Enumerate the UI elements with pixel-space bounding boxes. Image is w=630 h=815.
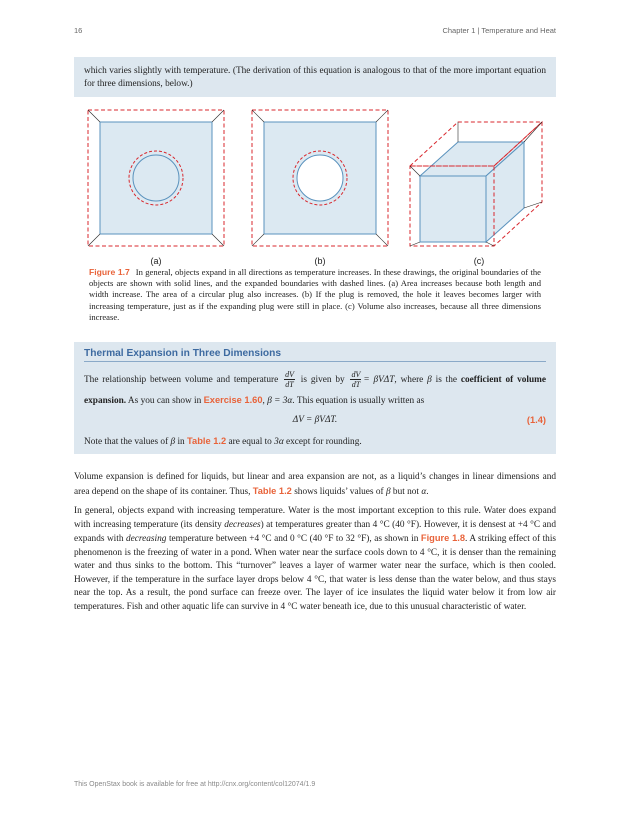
figure-1-7 <box>74 104 556 272</box>
box-text: is the <box>435 375 458 385</box>
dv-dt-fraction-2: $\frac{dV}{dT}$ <box>351 370 361 390</box>
chapter-title: Chapter 1 | Temperature and Heat <box>442 26 556 35</box>
box-text: As you can show in <box>127 396 202 406</box>
figure-caption-text: In general, objects expand in all directions as temperature increases. In these drawings, the original boundaries of the objects are shown with solid lines, and the expanded boundaries with dashed lines. (a) Area increases because both length and width increase. The area of a circular plug also increases. (b) If the plug is removed, the hole it leaves becomes larger with increasing temperature, just as if the expanding plug were still in place. (c) Volume also increases, because all three dimensions increase. <box>89 267 541 322</box>
panel-a-solid-plug <box>133 155 179 201</box>
figure-caption <box>89 267 541 323</box>
label-a: (a) <box>150 256 162 266</box>
table-link[interactable]: Table 1.2 <box>187 436 227 446</box>
panel-c <box>410 122 542 246</box>
box-text: is given by <box>300 375 345 385</box>
figure-caption-label: Figure 1.7 <box>89 267 130 277</box>
paragraph-water-exception: In general, objects expand with increasing temperature. Water is the most important exception to this rule. Water does expand with increasing temperature (its density decreases) at temperatures greater than 4 °C (40 °F). However, it is densest at +4 °C and expands with decreasing temperature between +4 °C and 0 °C (40 °F to 32 °F), as shown in Figure 1.8. A striking effect of this phenomenon is the freezing of water in a pond. When water near the surface cools down to 4 °C, it is denser than the remaining water and thus sinks to the bottom. This “turnover” leaves a layer of warmer water near the surface, which is then cooled. However, if the temperature in the surface layer drops below 4 °C, that water is less dense than the water below, and thus stays near the top. As a result, the pond surface can freeze over. The layer of ice insulates the liquid water below it from low air temperatures. Fish and other aquatic life can survive in 4 °C water beneath ice, due to this unusual characteristic of water. <box>74 506 557 612</box>
box-text: . This equation is usually written as <box>292 396 425 406</box>
beta-equation: β = 3α <box>267 396 293 406</box>
table-link-2[interactable]: Table 1.2 <box>252 485 292 496</box>
box-note: Note that the values of β in Table 1.2 are equal to 3α except for rounding. <box>84 436 362 447</box>
defined-term: coefficient of volume expansion. <box>84 375 546 406</box>
paragraph-volume-expansion: Volume expansion is defined for liquids, but linear and area expansion are not, as a liquid’s changes in linear dimensions and area depend on the shape of its container. Thus, Table 1.2 shows liquids’ values of β but not α. <box>74 472 556 497</box>
label-c: (c) <box>473 256 485 266</box>
figure-link[interactable]: Figure 1.8 <box>420 533 466 543</box>
box-title: Thermal Expansion in Three Dimensions <box>84 348 546 362</box>
page-number: 16 <box>74 26 83 35</box>
inline-equation: = βVΔT <box>363 375 395 385</box>
continuation-box <box>74 57 556 97</box>
panel-b-hole <box>297 155 343 201</box>
label-b: (b) <box>314 256 326 266</box>
panel-b <box>252 110 388 246</box>
equation-1-4: ΔV = βVΔT. <box>292 415 338 425</box>
equation-row <box>84 411 546 429</box>
dv-dt-fraction: $\frac{dV}{dT}$ <box>285 370 294 390</box>
equation-number: (1.4) <box>526 415 546 425</box>
box-text: The relationship between volume and temperature <box>84 375 279 385</box>
exercise-link[interactable]: Exercise 1.60 <box>203 395 263 405</box>
beta-symbol: β <box>427 375 432 385</box>
box-text: , where <box>394 375 424 385</box>
continuation-text: which varies slightly with temperature. (The derivation of this equation is analogous to that of the more important equation for three dimensions, below.) <box>84 66 546 89</box>
box-paragraph: The relationship between volume and temperature $\frac{dV}{dT}$ is given by $\frac{dV}{dT}$ = βVΔT, where β is the coefficient of volume expansion. As you can show in Exercise 1.60, β = 3α. This equation is usually written as <box>84 370 546 406</box>
panel-a <box>88 110 224 246</box>
panel-c-solid-cube-front <box>420 176 486 242</box>
thermal-expansion-box <box>74 342 556 454</box>
footer-note: This OpenStax book is available for free at http://cnx.org/content/col12074/1.9 <box>74 781 316 788</box>
